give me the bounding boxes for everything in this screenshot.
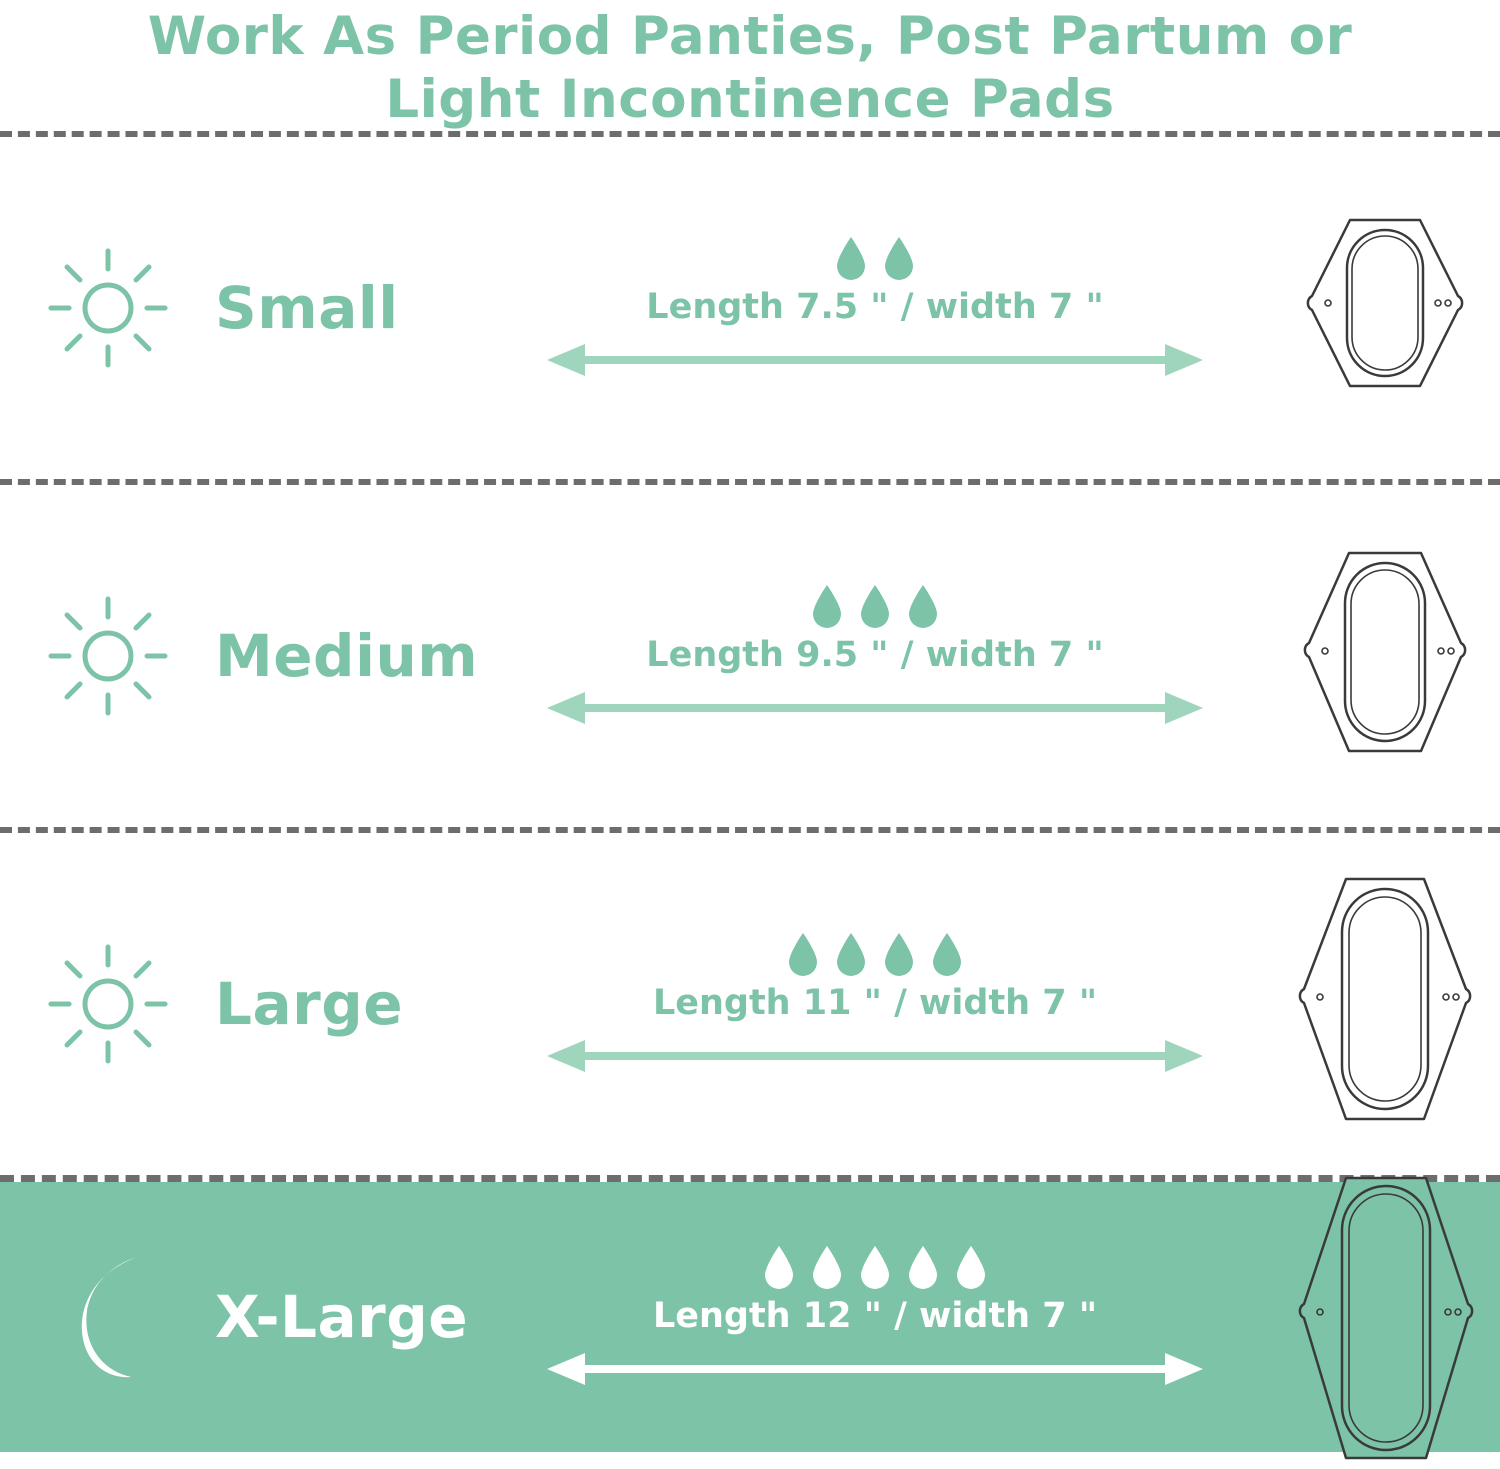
water-drop-icon xyxy=(858,583,892,629)
pad-illustration-cell xyxy=(1245,869,1500,1139)
row-detail-cell xyxy=(545,931,1245,1077)
row-size-cell xyxy=(215,1283,545,1351)
water-drop-icon xyxy=(882,235,916,281)
size-label: Medium xyxy=(215,622,479,691)
double-headed-arrow-icon xyxy=(545,687,1205,729)
pad-illustration-xlarge xyxy=(1278,1172,1493,1462)
row-detail-cell xyxy=(545,1244,1245,1390)
size-row-medium xyxy=(0,485,1500,827)
row-size-cell xyxy=(215,274,545,342)
size-row-xlarge xyxy=(0,1182,1500,1452)
dimension-text: Length 9.5 " / width 7 " xyxy=(646,635,1104,676)
row-size-cell xyxy=(215,622,545,690)
water-drop-icon xyxy=(906,583,940,629)
water-drop-icon xyxy=(762,1244,796,1290)
sun-icon xyxy=(43,939,173,1069)
pad-illustration-large xyxy=(1280,869,1490,1139)
water-drop-icon xyxy=(786,931,820,977)
size-row-large xyxy=(0,833,1500,1175)
pad-illustration-cell xyxy=(1245,541,1500,771)
size-row-small xyxy=(0,137,1500,479)
row-icon-cell xyxy=(0,243,215,373)
water-drop-icon xyxy=(882,931,916,977)
dimension-text: Length 7.5 " / width 7 " xyxy=(646,287,1104,328)
size-label: Small xyxy=(215,274,399,343)
double-headed-arrow-icon xyxy=(545,339,1205,381)
water-drop-icon xyxy=(810,1244,844,1290)
double-headed-arrow-icon xyxy=(545,1035,1205,1077)
absorbency-drops xyxy=(762,1244,988,1290)
row-icon-cell xyxy=(0,591,215,721)
moon-icon xyxy=(53,1247,163,1387)
pad-illustration-small xyxy=(1290,208,1480,408)
absorbency-drops xyxy=(834,235,916,281)
water-drop-icon xyxy=(954,1244,988,1290)
water-drop-icon xyxy=(834,931,868,977)
water-drop-icon xyxy=(810,583,844,629)
dimension-text: Length 11 " / width 7 " xyxy=(652,983,1098,1024)
water-drop-icon xyxy=(858,1244,892,1290)
absorbency-drops xyxy=(786,931,964,977)
pad-illustration-medium xyxy=(1285,541,1485,771)
absorbency-drops xyxy=(810,583,940,629)
page-title-line-1: Work As Period Panties, Post Partum or xyxy=(147,6,1353,67)
sun-icon xyxy=(43,243,173,373)
page-title-line-2: Light Incontinence Pads xyxy=(385,68,1115,130)
row-icon-cell xyxy=(0,1247,215,1387)
double-headed-arrow-icon xyxy=(545,1348,1205,1390)
row-detail-cell xyxy=(545,583,1245,729)
row-detail-cell xyxy=(545,235,1245,381)
size-label: X-Large xyxy=(215,1283,469,1352)
dimension-text: Length 12 " / width 7 " xyxy=(652,1296,1098,1337)
pad-illustration-cell xyxy=(1245,208,1500,408)
pad-illustration-cell xyxy=(1245,1172,1500,1462)
row-icon-cell xyxy=(0,939,215,1069)
size-label: Large xyxy=(215,970,404,1039)
sun-icon xyxy=(43,591,173,721)
water-drop-icon xyxy=(906,1244,940,1290)
water-drop-icon xyxy=(930,931,964,977)
water-drop-icon xyxy=(834,235,868,281)
page-title xyxy=(0,0,1500,131)
row-size-cell xyxy=(215,970,545,1038)
